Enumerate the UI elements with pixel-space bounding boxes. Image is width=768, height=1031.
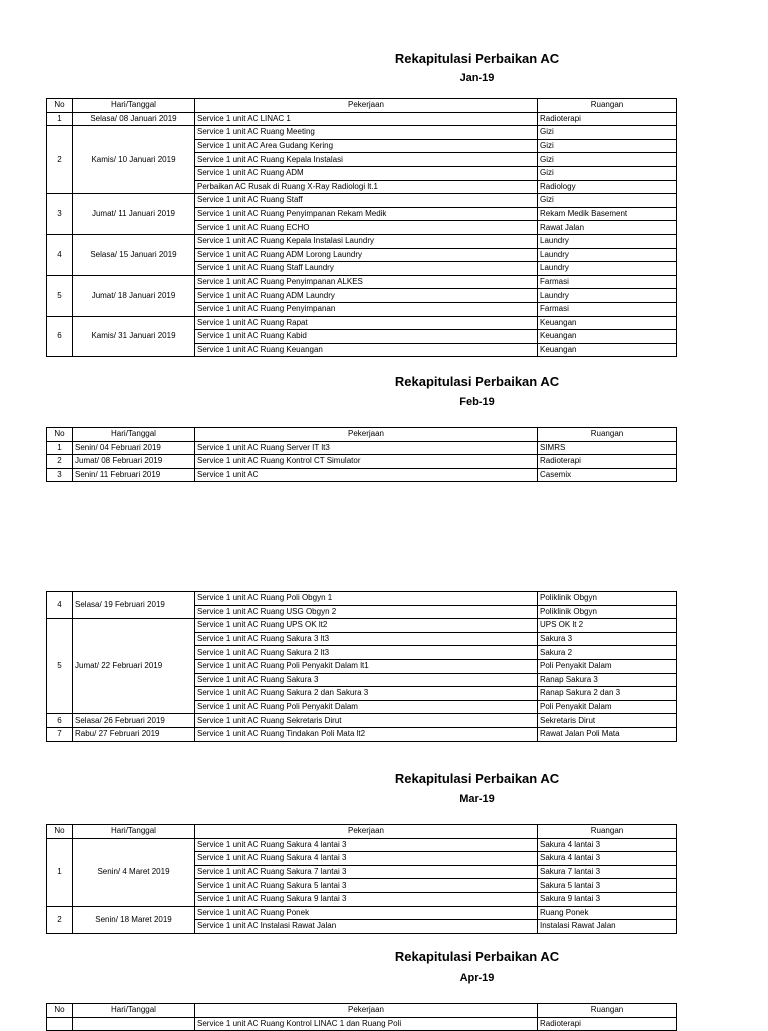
- header-ruangan: Ruangan: [538, 1004, 677, 1018]
- job-cell: Service 1 unit AC Area Gudang Kering: [195, 139, 538, 153]
- job-cell: Perbaikan AC Rusak di Ruang X-Ray Radiologi lt.1: [195, 180, 538, 194]
- job-cell: Service 1 unit AC Ruang Staff Laundry: [195, 262, 538, 276]
- table-row: [47, 316, 677, 330]
- job-cell: Service 1 unit AC Ruang Penyimpanan Rekam Medik: [195, 207, 538, 221]
- room-cell: Poliklinik Obgyn: [538, 605, 677, 619]
- row-number-cell: 5: [47, 619, 73, 714]
- table-row: [47, 455, 677, 469]
- date-cell: Senin/ 04 Februari 2019: [73, 441, 195, 455]
- header-no: No: [47, 1004, 73, 1018]
- room-cell: Laundry: [538, 262, 677, 276]
- row-number-cell: 2: [47, 906, 73, 933]
- date-cell: Jumat/ 18 Januari 2019: [73, 275, 195, 316]
- row-number-cell: 5: [47, 275, 73, 316]
- job-cell: Service 1 unit AC Ruang ADM: [195, 166, 538, 180]
- job-cell: Service 1 unit AC Ruang Sakura 2 lt3: [195, 646, 538, 660]
- room-cell: Sakura 2: [538, 646, 677, 660]
- header-pekerjaan: Pekerjaan: [195, 825, 538, 839]
- job-cell: Service 1 unit AC Ruang Poli Penyakit Dalam: [195, 700, 538, 714]
- job-cell: Service 1 unit AC Ruang Tindakan Poli Mata lt2: [195, 727, 538, 741]
- table-row: [47, 112, 677, 126]
- table-row: [47, 838, 677, 852]
- job-cell: Service 1 unit AC Ruang Sakura 4 lantai 3: [195, 852, 538, 866]
- job-cell: Service 1 unit AC: [195, 468, 538, 482]
- room-cell: Ranap Sakura 3: [538, 673, 677, 687]
- row-number-cell: 4: [47, 234, 73, 275]
- job-cell: Service 1 unit AC Ruang Sakura 9 lantai 3: [195, 892, 538, 906]
- room-cell: Instalasi Rawat Jalan: [538, 920, 677, 934]
- job-cell: Service 1 unit AC Ruang Staff: [195, 194, 538, 208]
- job-cell: Service 1 unit AC Ruang Sekretaris Dirut: [195, 714, 538, 728]
- job-cell: Service 1 unit AC Ruang Kontrol LINAC 1 dan Ruang Poli: [195, 1017, 538, 1031]
- section-title: Rekapitulasi Perbaikan AC: [394, 771, 560, 786]
- table-header-row: [47, 1004, 677, 1018]
- header-no: No: [47, 825, 73, 839]
- table-row: [47, 275, 677, 289]
- job-cell: Service 1 unit AC Ruang UPS OK lt2: [195, 619, 538, 633]
- room-cell: Sakura 7 lantai 3: [538, 865, 677, 879]
- room-cell: Keuangan: [538, 343, 677, 357]
- job-cell: Service 1 unit AC Ruang Keuangan: [195, 343, 538, 357]
- job-cell: Service 1 unit AC Ruang USG Obgyn 2: [195, 605, 538, 619]
- job-cell: Service 1 unit AC LINAC 1: [195, 112, 538, 126]
- table-row: [47, 619, 677, 633]
- header-hari-tanggal: Hari/Tanggal: [73, 825, 195, 839]
- header-pekerjaan: Pekerjaan: [195, 428, 538, 442]
- date-cell: Selasa/ 08 Januari 2019: [73, 112, 195, 126]
- room-cell: Gizi: [538, 194, 677, 208]
- table-row: [47, 234, 677, 248]
- date-cell: Senin/ 18 Maret 2019: [73, 906, 195, 933]
- date-cell: Selasa/ 19 Februari 2019: [73, 592, 195, 619]
- room-cell: UPS OK lt 2: [538, 619, 677, 633]
- header-pekerjaan: Pekerjaan: [195, 99, 538, 113]
- room-cell: Sekretaris Dirut: [538, 714, 677, 728]
- header-pekerjaan: Pekerjaan: [195, 1004, 538, 1018]
- header-ruangan: Ruangan: [538, 825, 677, 839]
- table-row: [47, 714, 677, 728]
- room-cell: Radioterapi: [538, 455, 677, 469]
- job-cell: Service 1 unit AC Ruang Rapat: [195, 316, 538, 330]
- job-cell: Service 1 unit AC Ruang Poli Penyakit Dalam lt1: [195, 659, 538, 673]
- room-cell: Gizi: [538, 126, 677, 140]
- room-cell: Laundry: [538, 234, 677, 248]
- room-cell: Sakura 5 lantai 3: [538, 879, 677, 893]
- room-cell: Radioterapi: [538, 1017, 677, 1031]
- job-cell: Service 1 unit AC Ruang Sakura 7 lantai 3: [195, 865, 538, 879]
- table-header-row: [47, 428, 677, 442]
- row-number-cell: 7: [47, 727, 73, 741]
- header-no: No: [47, 428, 73, 442]
- header-hari-tanggal: Hari/Tanggal: [73, 1004, 195, 1018]
- rekap-table: [46, 591, 677, 742]
- job-cell: Service 1 unit AC Ruang Penyimpanan: [195, 302, 538, 316]
- table-row: [47, 126, 677, 140]
- date-cell: Kamis/ 31 Januari 2019: [73, 316, 195, 357]
- date-cell: Jumat/ 08 Februari 2019: [73, 455, 195, 469]
- header-hari-tanggal: Hari/Tanggal: [73, 428, 195, 442]
- row-number-cell: 3: [47, 194, 73, 235]
- room-cell: Keuangan: [538, 316, 677, 330]
- room-cell: Farmasi: [538, 275, 677, 289]
- room-cell: Ruang Ponek: [538, 906, 677, 920]
- job-cell: Service 1 unit AC Ruang Sakura 4 lantai 3: [195, 838, 538, 852]
- room-cell: Laundry: [538, 248, 677, 262]
- job-cell: Service 1 unit AC Ruang Meeting: [195, 126, 538, 140]
- job-cell: Service 1 unit AC Ruang Kepala Instalasi: [195, 153, 538, 167]
- job-cell: Service 1 unit AC Ruang Sakura 3: [195, 673, 538, 687]
- header-ruangan: Ruangan: [538, 428, 677, 442]
- room-cell: Poli Penyakit Dalam: [538, 659, 677, 673]
- section-title: Rekapitulasi Perbaikan AC: [394, 374, 560, 389]
- section-month: Apr-19: [459, 972, 495, 984]
- room-cell: Laundry: [538, 289, 677, 303]
- date-cell: Rabu/ 27 Februari 2019: [73, 727, 195, 741]
- row-number-cell: 6: [47, 714, 73, 728]
- job-cell: Service 1 unit AC Ruang Kabid: [195, 330, 538, 344]
- room-cell: Sakura 9 lantai 3: [538, 892, 677, 906]
- row-number-cell: 1: [47, 441, 73, 455]
- job-cell: Service 1 unit AC Ruang ADM Laundry: [195, 289, 538, 303]
- section-month: Feb-19: [459, 396, 495, 408]
- header-hari-tanggal: Hari/Tanggal: [73, 99, 195, 113]
- room-cell: Rekam Medik Basement: [538, 207, 677, 221]
- section-title: Rekapitulasi Perbaikan AC: [394, 51, 560, 66]
- section-month: Jan-19: [459, 72, 495, 84]
- date-cell: Senin/ 4 Maret 2019: [73, 838, 195, 906]
- row-number-cell: 1: [47, 112, 73, 126]
- date-cell: Selasa/ 15 Januari 2019: [73, 234, 195, 275]
- table-row: [47, 441, 677, 455]
- date-cell: Jumat/ 11 Januari 2019: [73, 194, 195, 235]
- room-cell: Sakura 4 lantai 3: [538, 852, 677, 866]
- date-cell: Selasa/ 26 Februari 2019: [73, 714, 195, 728]
- row-number-cell: 1: [47, 838, 73, 906]
- row-number-cell: 2: [47, 126, 73, 194]
- table-header-row: [47, 99, 677, 113]
- room-cell: Rawat Jalan: [538, 221, 677, 235]
- table-row: [47, 727, 677, 741]
- job-cell: Service 1 unit AC Ruang Sakura 3 lt3: [195, 632, 538, 646]
- rekap-table: [46, 824, 677, 934]
- room-cell: Gizi: [538, 166, 677, 180]
- room-cell: Sakura 4 lantai 3: [538, 838, 677, 852]
- rekap-table: [46, 1003, 677, 1031]
- room-cell: Farmasi: [538, 302, 677, 316]
- table-header-row: [47, 825, 677, 839]
- job-cell: Service 1 unit AC Ruang Ponek: [195, 906, 538, 920]
- header-no: No: [47, 99, 73, 113]
- row-number-cell: 4: [47, 592, 73, 619]
- date-cell: Senin/ 11 Februari 2019: [73, 468, 195, 482]
- table-row: [47, 194, 677, 208]
- room-cell: Casemix: [538, 468, 677, 482]
- room-cell: Rawat Jalan Poli Mata: [538, 727, 677, 741]
- date-cell: Kamis/ 10 Januari 2019: [73, 126, 195, 194]
- row-number-cell: 6: [47, 316, 73, 357]
- header-ruangan: Ruangan: [538, 99, 677, 113]
- room-cell: Gizi: [538, 139, 677, 153]
- table-row: [47, 906, 677, 920]
- job-cell: Service 1 unit AC Ruang Kontrol CT Simulator: [195, 455, 538, 469]
- room-cell: Radioterapi: [538, 112, 677, 126]
- job-cell: Service 1 unit AC Ruang Kepala Instalasi Laundry: [195, 234, 538, 248]
- rekap-table: [46, 427, 677, 482]
- job-cell: Service 1 unit AC Ruang Poli Obgyn 1: [195, 592, 538, 606]
- row-number-cell: 2: [47, 455, 73, 469]
- section-month: Mar-19: [459, 793, 495, 805]
- job-cell: Service 1 unit AC Instalasi Rawat Jalan: [195, 920, 538, 934]
- rekap-table: [46, 98, 677, 357]
- room-cell: Radiology: [538, 180, 677, 194]
- table-row: [47, 592, 677, 606]
- room-cell: Poliklinik Obgyn: [538, 592, 677, 606]
- room-cell: Gizi: [538, 153, 677, 167]
- room-cell: Sakura 3: [538, 632, 677, 646]
- table-row: [47, 468, 677, 482]
- room-cell: Poli Penyakit Dalam: [538, 700, 677, 714]
- row-number-cell: 3: [47, 468, 73, 482]
- room-cell: SIMRS: [538, 441, 677, 455]
- job-cell: Service 1 unit AC Ruang Server IT lt3: [195, 441, 538, 455]
- job-cell: Service 1 unit AC Ruang ECHO: [195, 221, 538, 235]
- job-cell: Service 1 unit AC Ruang Sakura 2 dan Sakura 3: [195, 687, 538, 701]
- date-cell: Jumat/ 22 Februari 2019: [73, 619, 195, 714]
- job-cell: Service 1 unit AC Ruang ADM Lorong Laundry: [195, 248, 538, 262]
- job-cell: Service 1 unit AC Ruang Sakura 5 lantai 3: [195, 879, 538, 893]
- job-cell: Service 1 unit AC Ruang Penyimpanan ALKES: [195, 275, 538, 289]
- section-title: Rekapitulasi Perbaikan AC: [394, 949, 560, 964]
- room-cell: Ranap Sakura 2 dan 3: [538, 687, 677, 701]
- room-cell: Keuangan: [538, 330, 677, 344]
